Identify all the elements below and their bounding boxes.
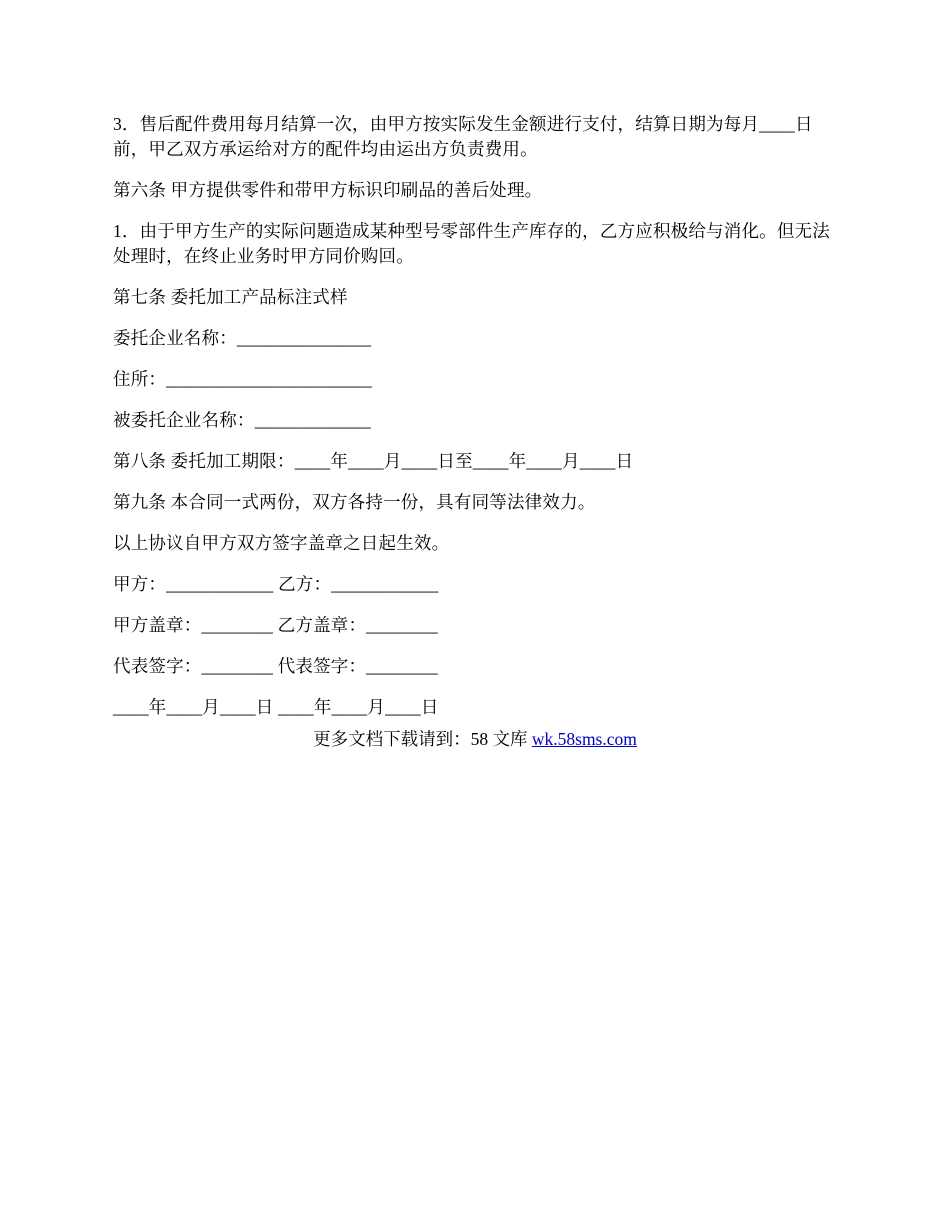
address-line: 住所：_______________________ <box>113 369 372 389</box>
footer-text: 更多文档下载请到：58 文库 <box>313 729 532 749</box>
clause-3-settlement: 3．售后配件费用每月结算一次，由甲方按实际发生金额进行支付，结算日期为每月____日前，甲乙双方承运给对方的配件均由运出方负责费用。 <box>113 114 813 159</box>
clause-1-inventory: 1．由于甲方生产的实际问题造成某种型号零部件生产库存的，乙方应积极给与消化。但无法处理时，在终止业务时甲方同价购回。 <box>113 221 830 266</box>
article-6-heading: 第六条 甲方提供零件和带甲方标识印刷品的善后处理。 <box>113 180 543 200</box>
date-line: ____年____月____日 ____年____月____日 <box>113 697 439 717</box>
effective-statement: 以上协议自甲方双方签字盖章之日起生效。 <box>113 533 450 553</box>
party-signature-line: 甲方：____________ 乙方：____________ <box>113 574 439 594</box>
entrusting-company-name-line: 委托企业名称：_______________ <box>113 328 372 348</box>
article-9-copies: 第九条 本合同一式两份，双方各持一份，具有同等法律效力。 <box>113 492 596 512</box>
article-7-heading: 第七条 委托加工产品标注式样 <box>113 287 348 307</box>
party-seal-line: 甲方盖章：________ 乙方盖章：________ <box>113 615 438 635</box>
footer-download-note <box>0 727 950 752</box>
entrusted-company-name-line: 被委托企业名称：_____________ <box>113 410 371 430</box>
footer-link[interactable]: wk.58sms.com <box>531 729 637 749</box>
document-body <box>113 112 833 736</box>
article-8-term: 第八条 委托加工期限：____年____月____日至____年____月____日 <box>113 451 634 471</box>
representative-signature-line: 代表签字：________ 代表签字：________ <box>113 656 438 676</box>
